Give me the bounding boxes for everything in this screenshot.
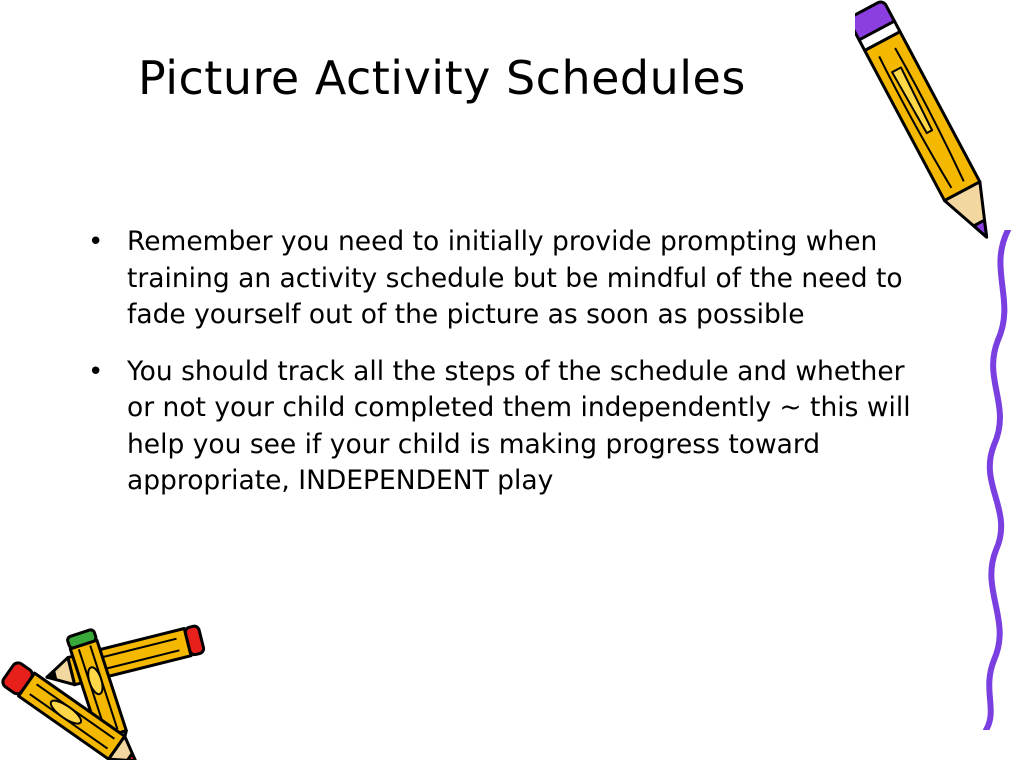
slide-title: Picture Activity Schedules (138, 51, 746, 105)
bullet-text: Remember you need to initially provide prompting when training an activity schedule but be mindful of the need to fade yourself out of the picture as soon as possible (127, 226, 903, 330)
pencil-icon (855, 0, 1005, 245)
squiggle-line (968, 230, 1020, 730)
bullet-marker: • (88, 356, 104, 387)
bullet-item (84, 224, 929, 334)
bullet-list (84, 224, 944, 520)
bullet-item (84, 354, 929, 500)
bullet-text: You should track all the steps of the schedule and whether or not your child completed them independently ~ this will help you see if your child is making progress toward appropriate, INDEPENDENT play (127, 355, 911, 496)
bullet-marker: • (88, 227, 104, 257)
crossed-pencils-icon (0, 615, 210, 760)
